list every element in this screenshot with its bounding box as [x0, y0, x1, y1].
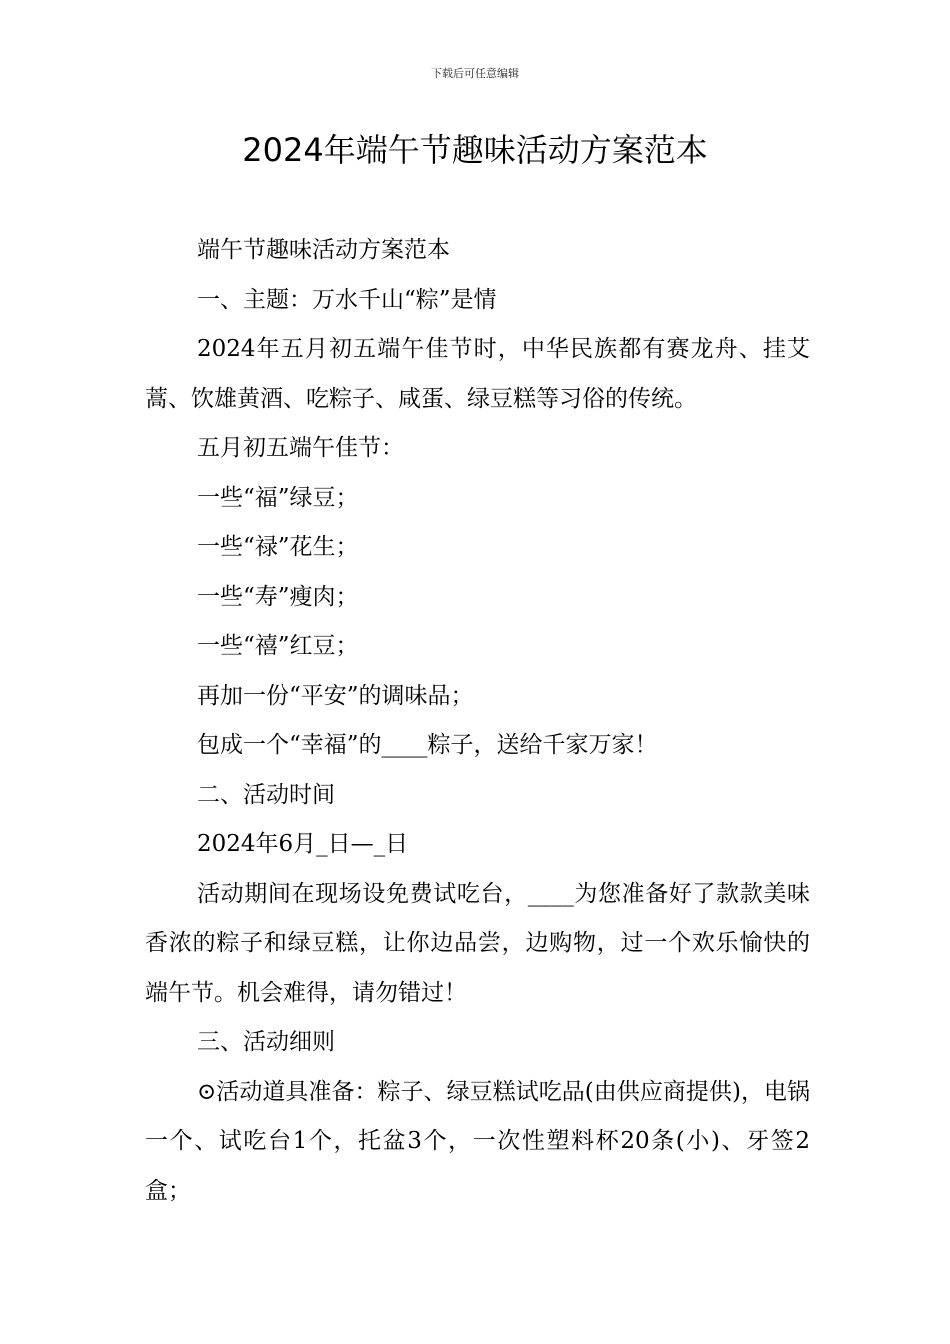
paragraph-intro: 2024年五月初五端午佳节时，中华民族都有赛龙舟、挂艾蒿、饮雄黄酒、吃粽子、咸蛋、绿豆糕等习俗的传统。 [145, 336, 810, 412]
document-body [145, 226, 810, 1216]
paragraph-fortune-line: 一些“福”绿豆； [197, 484, 359, 511]
paragraph-props-list: ⊙活动道具准备：粽子、绿豆糕试吃品(由供应商提供)，电锅一个、试吃台1个，托盆3个，一次性塑料杯20条(小)、牙签2盒； [145, 1078, 810, 1204]
paragraph-time-heading: 二、活动时间 [197, 781, 335, 808]
paragraph-subtitle: 端午节趣味活动方案范本 [197, 237, 450, 263]
paragraph-joy-line: 一些“禧”红豆； [197, 633, 359, 659]
paragraph-happiness-line: 包成一个“幸福”的____粽子，送给千家万家！ [197, 732, 658, 758]
paragraph-theme-heading: 一、主题：万水千山“粽”是情 [197, 286, 497, 313]
paragraph-prosperity-line: 一些“禄”花生； [197, 534, 359, 560]
paragraph-date-range: 2024年6月_日—_日 [197, 831, 409, 857]
paragraph-festival-line: 五月初五端午佳节： [197, 435, 404, 461]
paragraph-safety-line: 再加一份“平安”的调味品； [197, 682, 474, 709]
page-header-note: 下载后可任意编辑 [431, 67, 519, 80]
paragraph-longevity-line: 一些“寿”瘦肉； [197, 583, 359, 610]
document-title: 2024年端午节趣味活动方案范本 [242, 131, 708, 169]
paragraph-tasting-description: 活动期间在现场设免费试吃台，____为您准备好了款款美味香浓的粽子和绿豆糕，让你边品尝，边购物，过一个欢乐愉快的端午节。机会难得，请勿错过！ [145, 880, 810, 1006]
paragraph-rules-heading: 三、活动细则 [197, 1029, 335, 1055]
